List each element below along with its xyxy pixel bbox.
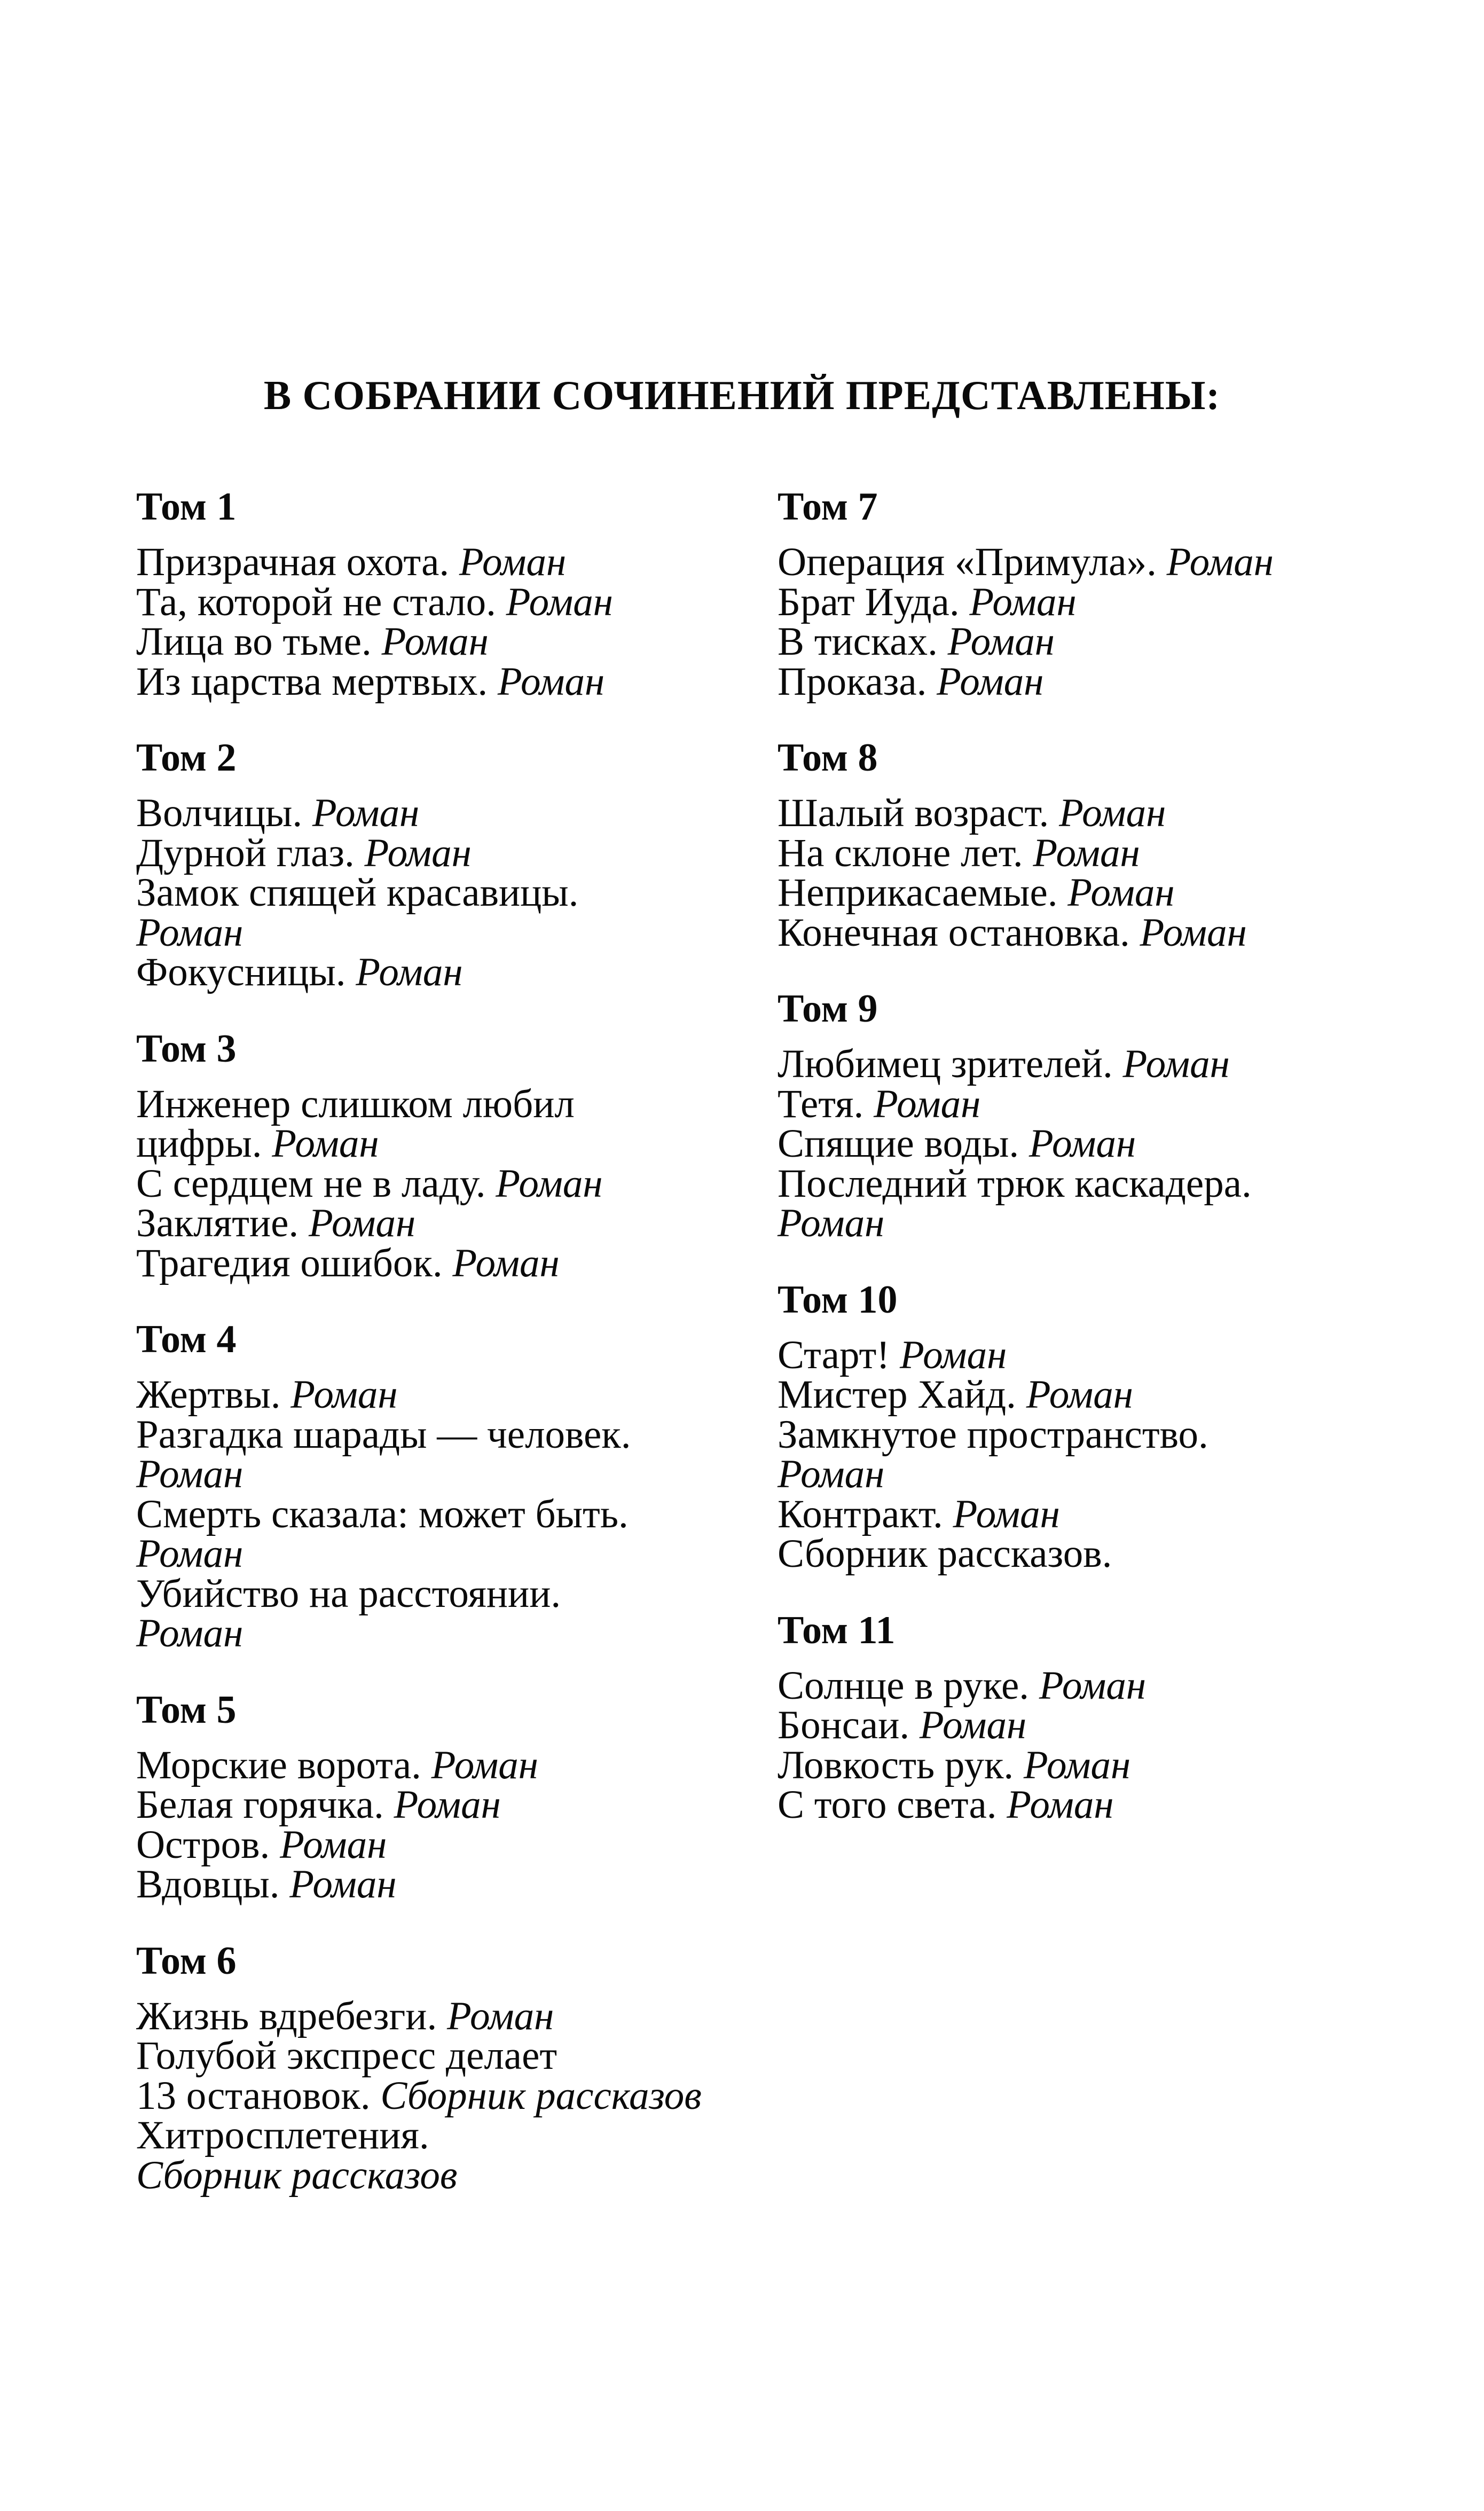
volume-heading: Том 1 <box>136 485 237 529</box>
work-title: Хитросплетения. <box>136 2113 429 2157</box>
work-title: 13 остановок. <box>136 2073 381 2118</box>
volume-heading: Том 6 <box>136 1939 237 1983</box>
work-line <box>136 1571 772 1616</box>
work-title: Морские ворота. <box>136 1743 431 1787</box>
work-title: Инженер слишком любил <box>136 1081 575 1126</box>
work-line <box>136 910 772 955</box>
work-list <box>778 1042 1418 1245</box>
volume-heading: Том 2 <box>136 736 237 780</box>
work-title: Тетя. <box>778 1081 874 1126</box>
work-title: Жертвы. <box>136 1372 291 1417</box>
volume-spacer <box>136 993 772 1027</box>
work-title: Спящие воды. <box>778 1121 1029 1166</box>
work-genre: Роман <box>394 1783 501 1827</box>
work-genre: Роман <box>497 659 605 704</box>
work-title: Убийство на расстоянии. <box>136 1571 561 1616</box>
work-genre: Роман <box>506 579 613 624</box>
right-column <box>778 485 1418 1825</box>
work-line <box>136 2153 772 2198</box>
work-title: Любимец зрителей. <box>778 1042 1123 1086</box>
work-genre: Роман <box>1039 1663 1147 1708</box>
work-line <box>136 1161 772 1206</box>
work-line <box>778 791 1418 835</box>
work-title: Проказа. <box>778 659 937 704</box>
volume-heading: Том 3 <box>136 1026 237 1071</box>
work-genre: Роман <box>1033 830 1140 875</box>
work-line <box>778 1121 1418 1166</box>
work-line <box>136 1492 772 1536</box>
work-title: Конечная остановка. <box>778 910 1140 955</box>
volume-section <box>778 1278 1418 1574</box>
work-genre: Роман <box>136 1611 244 1655</box>
work-title: Разгадка шарады — человек. <box>136 1412 631 1457</box>
work-line <box>136 1412 772 1457</box>
work-line <box>136 1372 772 1417</box>
volume-heading: Том 5 <box>136 1688 237 1732</box>
volume-heading: Том 4 <box>136 1317 237 1361</box>
work-title: Та, которой не стало. <box>136 579 506 624</box>
work-list <box>136 540 772 704</box>
work-list <box>136 1743 772 1906</box>
work-line <box>778 830 1418 875</box>
volume-heading: Том 9 <box>778 987 878 1031</box>
volume-spacer <box>136 1654 772 1688</box>
work-title: Вдовцы. <box>136 1862 290 1906</box>
work-genre: Роман <box>452 1241 560 1285</box>
work-title: Дурной глаз. <box>136 830 365 875</box>
work-list <box>778 1663 1418 1827</box>
volume-heading: Том 11 <box>778 1608 896 1652</box>
work-title: Неприкасаемые. <box>778 870 1068 915</box>
work-line <box>136 791 772 835</box>
volume-heading: Том 8 <box>778 736 878 780</box>
work-line <box>778 1201 1418 1245</box>
work-genre: Роман <box>272 1121 379 1166</box>
work-list <box>136 791 772 994</box>
work-list <box>136 1372 772 1655</box>
work-line <box>778 1663 1418 1708</box>
work-genre: Роман <box>947 619 1055 664</box>
work-title: Бонсаи. <box>778 1703 920 1747</box>
volume-heading: Том 7 <box>778 485 878 529</box>
work-line <box>778 1534 1418 1574</box>
work-genre: Роман <box>1059 791 1166 835</box>
work-genre: Роман <box>1028 1121 1136 1166</box>
work-title: Голубой экспресс делает <box>136 2034 558 2078</box>
work-title: В тисках. <box>778 619 948 664</box>
work-title: Белая горячка. <box>136 1783 394 1827</box>
work-line <box>136 1534 772 1574</box>
work-line <box>778 1703 1418 1747</box>
work-title: С того света. <box>778 1783 1007 1827</box>
work-title: Из царства мертвых. <box>136 659 498 704</box>
work-genre: Роман <box>431 1743 538 1787</box>
work-list <box>136 1994 772 2198</box>
work-title: Жизнь вдребезги. <box>136 1994 447 2038</box>
work-genre: Роман <box>900 1332 1007 1377</box>
work-genre: Роман <box>312 791 420 835</box>
work-genre: Роман <box>919 1703 1027 1747</box>
work-genre: Роман <box>1166 540 1274 584</box>
work-genre: Роман <box>496 1161 603 1206</box>
work-title: Замок спящей красавицы. <box>136 870 579 915</box>
volume-spacer <box>136 702 772 736</box>
work-line <box>136 1452 772 1496</box>
work-line <box>136 1743 772 1787</box>
work-line <box>778 1332 1418 1377</box>
page-title: В СОБРАНИИ СОЧИНЕНИЙ ПРЕДСТАВЛЕНЫ: <box>263 372 1221 418</box>
work-genre: Роман <box>280 1822 387 1867</box>
work-line <box>136 579 772 624</box>
work-title: Брат Иуда. <box>778 579 970 624</box>
volume-section <box>778 1608 1418 1825</box>
work-line <box>136 1081 772 1126</box>
work-genre: Роман <box>1140 910 1247 955</box>
work-line <box>778 1492 1418 1536</box>
work-line <box>778 1743 1418 1787</box>
work-genre: Роман <box>290 1372 398 1417</box>
work-genre: Роман <box>1007 1783 1114 1827</box>
work-genre: Роман <box>1122 1042 1230 1086</box>
work-line <box>136 619 772 664</box>
work-line <box>778 910 1418 955</box>
work-title: Операция «Примула». <box>778 540 1167 584</box>
work-genre: Роман <box>953 1492 1060 1536</box>
work-title: Последний трюк каскадера. <box>778 1161 1252 1206</box>
work-genre: Роман <box>1067 870 1175 915</box>
work-genre: Роман <box>381 619 489 664</box>
work-line <box>136 659 772 704</box>
work-title: Старт! <box>778 1332 900 1377</box>
work-list <box>136 1081 772 1285</box>
work-line <box>136 1994 772 2038</box>
work-line <box>136 1201 772 1245</box>
work-genre: Роман <box>778 1201 885 1245</box>
work-title: На склоне лет. <box>778 830 1033 875</box>
work-genre: Роман <box>1023 1743 1131 1787</box>
volume-section <box>136 1939 772 2196</box>
work-title: Волчицы. <box>136 791 312 835</box>
work-line <box>778 1161 1418 1206</box>
work-line <box>778 1785 1418 1825</box>
work-genre: Сборник рассказов <box>380 2073 702 2118</box>
work-title: Призрачная охота. <box>136 540 459 584</box>
work-genre: Роман <box>289 1862 397 1906</box>
work-line <box>778 540 1418 584</box>
work-line <box>136 1822 772 1867</box>
volume-section <box>136 736 772 993</box>
work-title: цифры. <box>136 1121 272 1166</box>
work-line <box>136 2036 772 2076</box>
work-line <box>136 1611 772 1655</box>
volume-spacer <box>778 953 1418 987</box>
work-genre: Роман <box>969 579 1077 624</box>
work-line <box>136 1785 772 1825</box>
work-title: Фокусницы. <box>136 950 356 994</box>
left-column <box>136 485 772 2198</box>
work-title: Контракт. <box>778 1492 953 1536</box>
work-title: Лица во тьме. <box>136 619 382 664</box>
volume-spacer <box>136 1283 772 1317</box>
work-line <box>778 1081 1418 1126</box>
work-title: Остров. <box>136 1822 280 1867</box>
work-title: Смерть сказала: может быть. <box>136 1492 629 1536</box>
work-genre: Роман <box>308 1201 416 1245</box>
work-line <box>136 2073 772 2118</box>
work-title: Мистер Хайд. <box>778 1372 1026 1417</box>
volume-section <box>136 485 772 702</box>
volume-spacer <box>778 702 1418 736</box>
volume-heading: Том 10 <box>778 1277 898 1322</box>
work-title: Сборник рассказов. <box>778 1532 1112 1576</box>
volume-section <box>136 1317 772 1654</box>
work-line <box>778 579 1418 624</box>
work-genre: Роман <box>459 540 567 584</box>
work-list <box>778 1332 1418 1576</box>
work-list <box>778 791 1418 955</box>
volume-section <box>778 485 1418 702</box>
work-line <box>136 1121 772 1166</box>
work-line <box>778 659 1418 704</box>
work-line <box>778 1042 1418 1086</box>
volume-section <box>778 987 1418 1244</box>
work-genre: Роман <box>1026 1372 1134 1417</box>
work-genre: Роман <box>136 1452 244 1496</box>
work-title: Заклятие. <box>136 1201 309 1245</box>
work-line <box>136 2113 772 2157</box>
work-genre: Роман <box>874 1081 981 1126</box>
work-line <box>136 830 772 875</box>
volume-section <box>136 1688 772 1905</box>
work-line <box>136 540 772 584</box>
work-title: Трагедия ошибок. <box>136 1241 453 1285</box>
volume-spacer <box>778 1574 1418 1608</box>
work-line <box>136 1241 772 1285</box>
work-genre: Сборник рассказов <box>136 2153 458 2198</box>
work-line <box>778 870 1418 915</box>
work-genre: Роман <box>446 1994 554 2038</box>
volume-spacer <box>136 1905 772 1939</box>
work-line <box>778 619 1418 664</box>
volume-section <box>778 736 1418 953</box>
work-genre: Роман <box>778 1452 885 1496</box>
work-title: Замкнутое пространство. <box>778 1412 1208 1457</box>
work-line <box>136 870 772 915</box>
work-title: Шалый возраст. <box>778 791 1059 835</box>
work-genre: Роман <box>937 659 1044 704</box>
work-genre: Роман <box>356 950 463 994</box>
work-line <box>778 1412 1418 1457</box>
volume-section <box>136 1027 772 1284</box>
work-title: С сердцем не в ладу. <box>136 1161 496 1206</box>
work-title: Ловкость рук. <box>778 1743 1024 1787</box>
work-line <box>778 1372 1418 1417</box>
work-title: Солнце в руке. <box>778 1663 1039 1708</box>
work-line <box>136 950 772 994</box>
work-genre: Роман <box>136 910 244 955</box>
work-genre: Роман <box>136 1532 244 1576</box>
work-list <box>778 540 1418 704</box>
volume-spacer <box>778 1244 1418 1278</box>
work-line <box>778 1452 1418 1496</box>
work-genre: Роман <box>364 830 472 875</box>
work-line <box>136 1862 772 1906</box>
